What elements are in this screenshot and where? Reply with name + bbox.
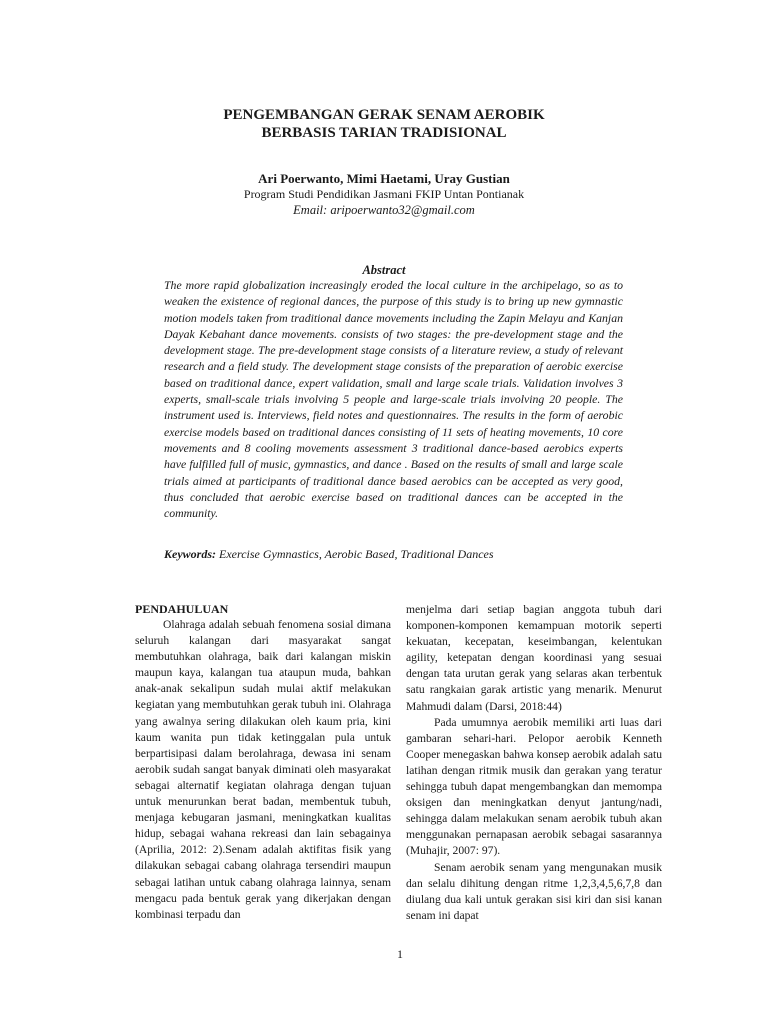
author-email: Email: aripoerwanto32@gmail.com	[293, 203, 475, 217]
keywords-text: Exercise Gymnastics, Aerobic Based, Traditional Dances	[216, 547, 494, 561]
abstract-body: The more rapid globalization increasingly eroded the local culture in the archipelago, so as to weaken the existence of regional dances, the purpose of this study is to bring up new gymnastic motion models taken from traditional dance movements including the Zapin Melayu and Kanjan Dayak Kebahant dance movements. consists of two stages: the pre-development stage and the development stage. The pre-development stage consists of a literature review, a study of relevant research and a field study. The development stage consists of the preparation of aerobic exercise based on traditional dance, expert validation, small and large scale trials. Validation involves 3 experts, small-scale trials involving 5 people and large-scale trials involving 20 people. The instrument used is. Interviews, field notes and questionnaires. The results in the form of aerobic exercise models based on traditional dances consisting of 11 sets of heating movements, 10 core movements and 8 cooling movements assessment 3 traditional dance-based aerobics experts have fulfilled full of music, gymnastics, and dance . Based on the results of small and large scale trials aimed at participants of traditional dance based aerobics can be accepted as very good, thus concluded that aerobic exercise based on traditional dances can be accepted in the community.	[164, 278, 623, 521]
intro-paragraph-2: Pada umumnya aerobik memiliki arti luas dari gambaran sehari-hari. Pelopor aerobik Kenneth Cooper menegaskan bahwa konsep aerobik adalah satu latihan dengan ritmik musik dan gerakan yang teratur sehingga tubuh dapat mengembangkan dan memompa oksigen dan meningkatkan denyut jantung/nadi, sehingga dalam melakukan senam aerobik tubuh akan menggunakan pernapasan aerobik sebagai sasarannya (Muhajir, 2007: 97).	[406, 715, 662, 858]
left-column	[135, 601, 391, 923]
keywords-label: Keywords:	[164, 547, 216, 561]
affiliation: Program Studi Pendidikan Jasmani FKIP Untan Pontianak	[243, 187, 525, 201]
page-number: 1	[397, 947, 403, 961]
title-line-1: PENGEMBANGAN GERAK SENAM AEROBIK	[223, 107, 545, 123]
author-list: Ari Poerwanto, Mimi Haetami, Uray Gustian	[258, 171, 510, 186]
title-line-2: BERBASIS TARIAN TRADISIONAL	[261, 125, 507, 141]
paper-title	[0, 106, 768, 142]
intro-paragraph-continued: menjelma dari setiap bagian anggota tubuh dari komponen-komponen kemampuan motorik seperti kekuatan, kecepatan, keseimbangan, kelentukan agility, ketepatan dengan koordinasi yang sesuai dengan tata urutan gerak yang selaras akan terbentuk satu rangkaian garak artistic yang menarik. Menurut Mahmudi dalam (Darsi, 2018:44)	[406, 603, 662, 713]
right-column	[406, 602, 662, 924]
keywords	[164, 546, 623, 562]
intro-paragraph-3: Senam aerobik senam yang mengunakan musik dan selalu dihitung dengan ritme 1,2,3,4,5,6,7,8 dan diulang dua kali untuk gerakan sisi kiri dan sisi kanan senam ini dapat	[406, 860, 662, 922]
abstract-heading: Abstract	[362, 263, 406, 277]
intro-paragraph-1: Olahraga adalah sebuah fenomena sosial dimana seluruh kalangan dari masyarakat sangat membutuhkan olahraga, baik dari kalangan miskin maupun kaya, kalangan tua ataupun muda, bahkan anak-anak sekalipun sudah mulai aktif melakukan kegiatan yang membutuhkan gerak tubuh ini. Olahraga yang awalnya sering dilakukan oleh kaum pria, kini kaum wanita pun tidak ketinggalan pula untuk berpartisipasi dalam berolahraga, dewasa ini senam aerobik sudah sangat banyak diminati oleh masyarakat sebagai alternatif kegiatan olahraga dengan tujuan untuk menurunkan berat badan, membentuk tubuh, menjaga kebugaran jasmani, meningkatkan kualitas hidup, sebagai wahana rekreasi dan lain sebagainya (Aprilia, 2012: 2).Senam adalah aktifitas fisik yang dilakukan sebagai cabang olahraga tersendiri maupun sebagai latihan untuk cabang olahraga lainnya, senam mengacu pada bentuk gerak yang dikerjakan dengan kombinasi terpadu dan	[135, 618, 391, 921]
section-heading-pendahuluan: PENDAHULUAN	[135, 602, 229, 616]
